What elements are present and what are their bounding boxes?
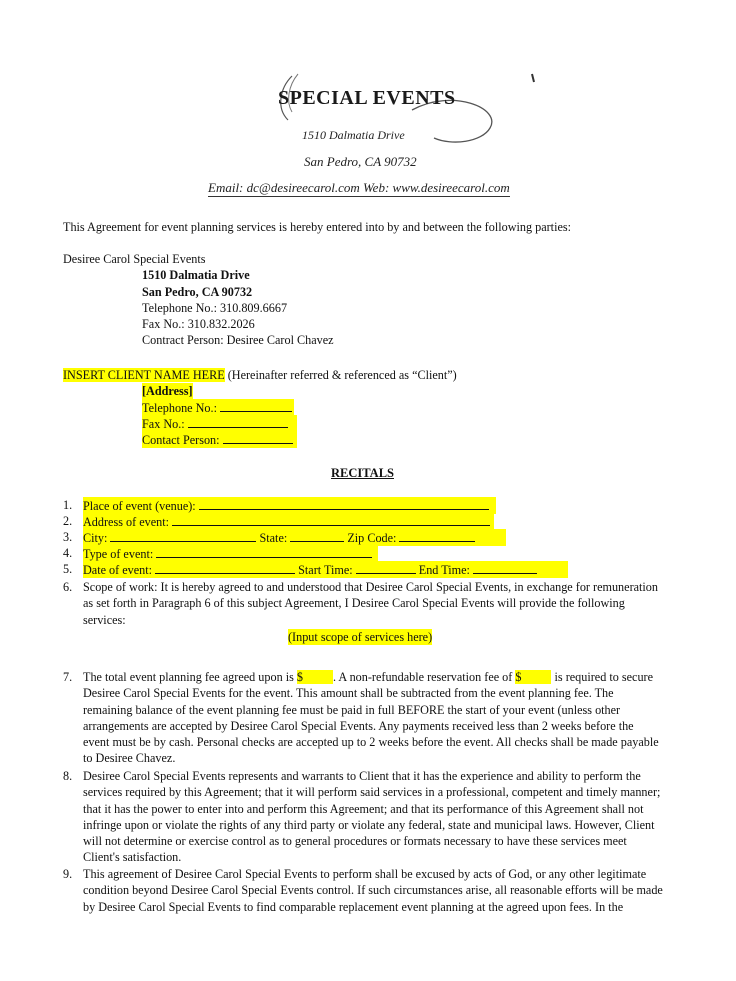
company-street: 1510 Dalmatia Drive [142, 268, 250, 282]
recital-num-3: 3. [63, 530, 73, 544]
recital-num-1: 1. [63, 498, 73, 512]
intro-text: This Agreement for event planning services is hereby entered into by and between the following parties: [63, 220, 571, 234]
recital-end-label: End Time: [418, 563, 470, 577]
client-fax-label: Fax No.: [142, 417, 185, 431]
recitals-heading: RECITALS [331, 466, 394, 480]
clause-7-after: is required to secure Desiree Carol Special Events for the event. This amount shall be subtracted from the event planning fee. The remaining balance of the event planning fee must be paid in full BEFORE the start of your event (unless other arrangements are accepted by Desiree Carol Special Events. Any payments received less than 2 weeks before the event must be by cash. Personal checks are accepted up to 2 weeks before the event. All checks shall be made payable to Desiree Chavez. [83, 670, 659, 766]
letterhead-title: SPECIAL EVENTS [278, 87, 456, 109]
reservation-fee-field[interactable]: $ [515, 670, 551, 684]
recital-num-2: 2. [63, 514, 73, 528]
clause-8-text: Desiree Carol Special Events represents and warrants to Client that it has the experience and ability to perform the services required by this Agreement; that it will perform said services in a professional, competent and timely manner; that it has the power to enter into and perform this Agreement; and that its performance of this Agreement shall not infringe upon or violate the rights of any third party or violate any federal, state and municipal laws. However, Client will not determine or exercise control as to general procedures or formats necessary to have these services meet Client's satisfaction. [83, 769, 661, 865]
recital-venue-field[interactable] [83, 497, 496, 514]
recital-num-4: 4. [63, 546, 73, 560]
letterhead-contact: Email: dc@desireecarol.com Web: www.desireecarol.com [208, 180, 510, 195]
recital-scope-text: Scope of work: It is hereby agreed to and understood that Desiree Carol Special Events, in exchange for remuneration as set forth in Paragraph 6 of this subject Agreement, I Desiree Carol Special Events will provide the following services: [83, 580, 658, 627]
clause-9-text: This agreement of Desiree Carol Special Events to perform shall be excused by acts of God, or any other legitimate condition beyond Desiree Carol Special Events control. If such circumstances arise, all reasonable efforts will be made by Desiree Carol Special Events to find comparable replacement event planning at the agreed upon fees. In the [83, 867, 663, 914]
clause-7-middle: . A non-refundable reservation fee of [332, 670, 516, 684]
company-name: Desiree Carol Special Events [63, 252, 206, 266]
client-contact-field[interactable] [142, 431, 297, 448]
recital-city-label: City: [83, 531, 108, 545]
recital-address-label: Address of event: [83, 515, 169, 529]
recital-start-label: Start Time: [298, 563, 353, 577]
company-fax: Fax No.: 310.832.2026 [142, 317, 255, 331]
client-address-field[interactable]: [Address] [142, 384, 193, 398]
recital-type-field[interactable] [83, 545, 378, 562]
client-line [63, 367, 457, 383]
clause-7-before: The total event planning fee agreed upon is [83, 670, 297, 684]
clause-num-7: 7. [63, 670, 73, 684]
recital-date-time-field[interactable] [83, 561, 568, 578]
company-city: San Pedro, CA 90732 [142, 285, 253, 299]
client-phone-field[interactable] [142, 399, 294, 416]
recital-address-field[interactable] [83, 513, 494, 530]
recital-num-6: 6. [63, 580, 73, 594]
recital-zip-label: Zip Code: [347, 531, 397, 545]
clause-7-text [83, 669, 663, 767]
recital-state-label: State: [259, 531, 288, 545]
client-name-placeholder[interactable]: INSERT CLIENT NAME HERE [63, 368, 225, 382]
company-contact: Contract Person: Desiree Carol Chavez [142, 333, 334, 347]
recital-num-5: 5. [63, 562, 73, 576]
client-fax-field[interactable] [142, 415, 297, 432]
logo-swirl-icon [262, 68, 542, 158]
recital-city-state-zip-field[interactable] [83, 529, 506, 546]
clause-num-8: 8. [63, 769, 73, 783]
client-contact-label: Contact Person: [142, 433, 220, 447]
clause-num-9: 9. [63, 867, 73, 881]
client-referred-text: (Hereinafter referred & referenced as “Client”) [227, 368, 457, 382]
letterhead-city: San Pedro, CA 90732 [304, 154, 417, 169]
company-phone: Telephone No.: 310.809.6667 [142, 301, 288, 315]
letterhead-street: 1510 Dalmatia Drive [302, 128, 405, 142]
recital-venue-label: Place of event (venue): [83, 499, 196, 513]
recital-type-label: Type of event: [83, 547, 154, 561]
recital-date-label: Date of event: [83, 563, 153, 577]
client-phone-label: Telephone No.: [142, 401, 217, 415]
scope-placeholder[interactable]: (Input scope of services here) [288, 630, 433, 644]
total-fee-field[interactable]: $ [297, 670, 333, 684]
